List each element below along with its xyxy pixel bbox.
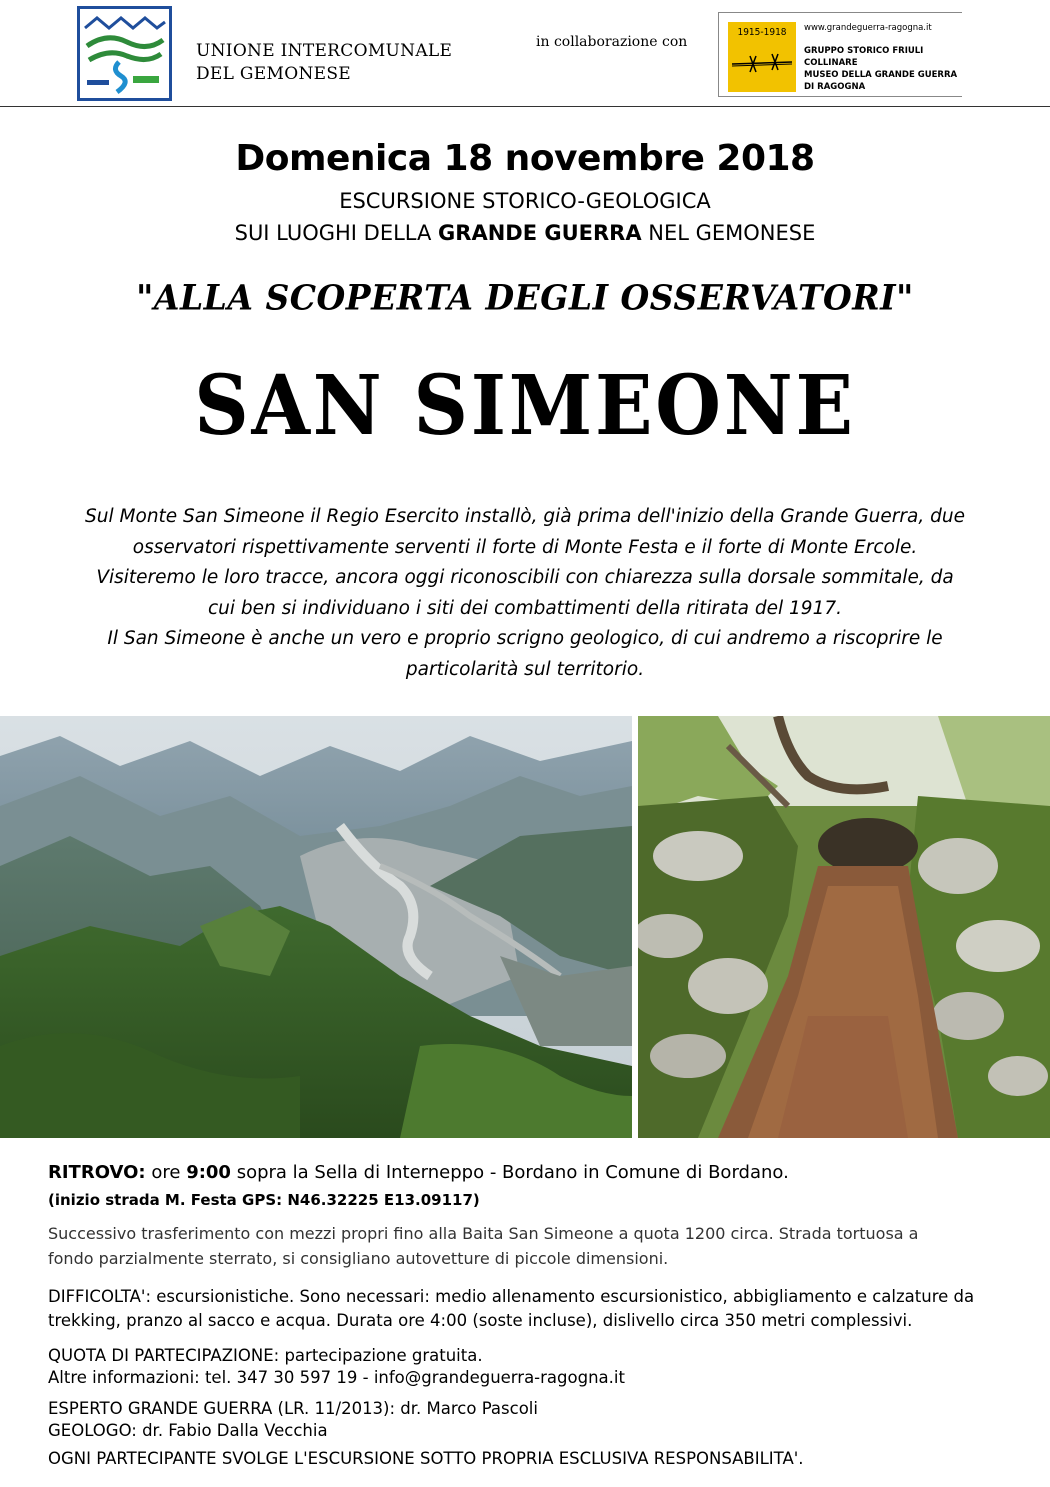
partner-line1: GRUPPO STORICO FRIULI COLLINARE [804,46,924,68]
transfer-line: fondo parzialmente sterrato, si consigliano autovetture di piccole dimensioni. [48,1249,669,1268]
transfer-line: Successivo trasferimento con mezzi propri fino alla Baita San Simeone a quota 1200 circa. Strada tortuosa a [48,1224,919,1243]
difficulty-line: trekking, pranzo al sacco e acqua. Durata ore 4:00 (soste incluse), dislivello circa 350 metri complessivi. [48,1311,913,1330]
event-subtitle-2 [0,221,1050,245]
subtitle-2-post: NEL GEMONESE [641,221,816,245]
subtitle-2-bold: GRANDE GUERRA [438,221,642,245]
difficulty-line: DIFFICOLTA': escursionistiche. Sono necessari: medio allenamento escursionistico, abbigliamento e calzature da [48,1287,975,1306]
intro-paragraph [40,502,1010,685]
meeting-point [48,1162,1028,1184]
geologist: GEOLOGO: dr. Fabio Dalla Vecchia [48,1421,328,1440]
organizer-name-line1: UNIONE INTERCOMUNALE [196,41,453,61]
intro-line: Il San Simeone è anche un vero e proprio scrigno geologico, di cui andremo a riscoprire le [107,628,943,649]
intro-line: cui ben si individuano i siti dei combattimenti della ritirata del 1917. [207,597,842,619]
valley-landscape-photo [0,716,632,1138]
responsibility-disclaimer: OGNI PARTECIPANTE SVOLGE L'ESCURSIONE SOTTO PROPRIA ESCLUSIVA RESPONSABILITA'. [48,1449,804,1468]
collaboration-text: in collaborazione con [536,34,688,50]
meeting-time: 9:00 [186,1162,231,1183]
intro-line: Visiteremo le loro tracce, ancora oggi riconoscibili con chiarezza sulla dorsale sommitale, da [96,567,954,588]
meeting-place: sopra la Sella di Interneppo - Bordano in Comune di Bordano. [230,1162,789,1183]
meeting-pre: ore [145,1162,187,1183]
event-main-title: SAN SIMEONE [194,358,856,454]
trench-path-photo [638,716,1050,1138]
contact-info: Altre informazioni: tel. 347 30 597 19 - info@grandeguerra-ragogna.it [48,1368,625,1387]
history-expert: ESPERTO GRANDE GUERRA (LR. 11/2013): dr. Marco Pascoli [48,1399,538,1418]
header [0,0,1050,106]
unione-gemonese-logo [77,6,172,101]
meeting-label: RITROVO: [48,1162,146,1183]
event-date: Domenica 18 novembre 2018 [235,138,815,179]
intro-line: particolarità sul territorio. [405,658,645,680]
participation-fee: QUOTA DI PARTECIPAZIONE: partecipazione gratuita. [48,1346,483,1365]
transfer-info [48,1221,1028,1271]
organizer-name [196,40,452,86]
partner-url: www.grandeguerra-ragogna.it [804,23,932,33]
header-divider [0,106,1050,107]
event-quote-title: "ALLA SCOPERTA DEGLI OSSERVATORI" [136,277,914,318]
gps-coordinates: (inizio strada M. Festa GPS: N46.32225 E13.09117) [48,1191,480,1209]
organizer-name-line2: DEL GEMONESE [196,64,352,84]
difficulty-info [48,1285,1028,1333]
event-subtitle-1: ESCURSIONE STORICO-GEOLOGICA [339,189,711,213]
partner-badge [728,22,796,92]
partner-years: 1915-1918 [737,27,787,38]
intro-line: osservatori rispettivamente serventi il forte di Monte Festa e il forte di Monte Ercole. [132,536,918,558]
intro-line: Sul Monte San Simeone il Regio Esercito installò, già prima dell'inizio della Grande Guerra, due [85,506,965,527]
partner-line2: MUSEO DELLA GRANDE GUERRA [804,70,958,80]
subtitle-2-pre: SUI LUOGHI DELLA [234,221,439,245]
partner-logo [718,12,962,97]
partner-name [804,45,962,93]
barbed-wire-icon [732,48,792,78]
partner-line3: DI RAGOGNA [804,82,866,92]
